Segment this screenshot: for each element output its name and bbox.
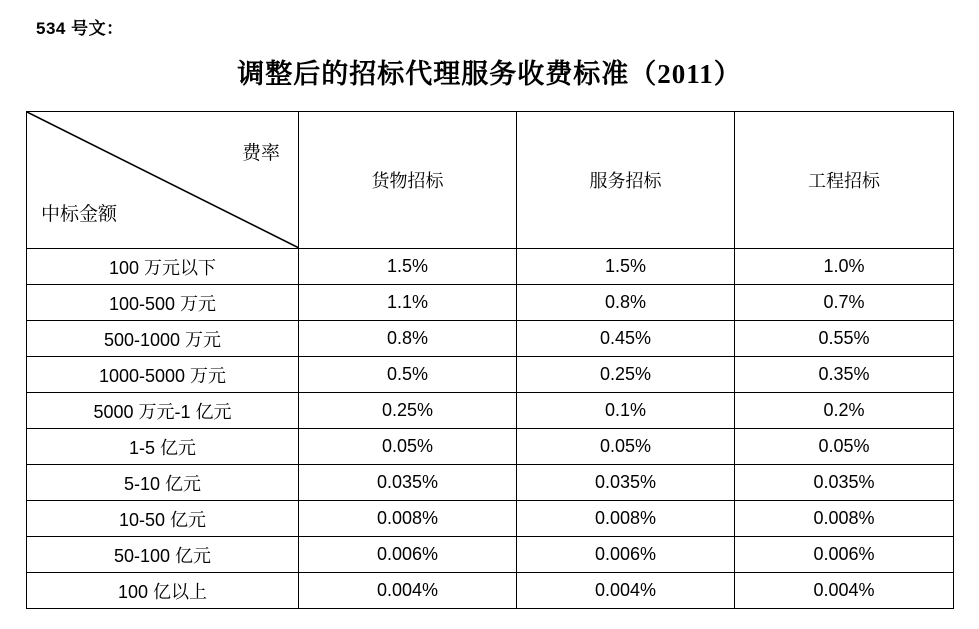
page-title: 调整后的招标代理服务收费标准（2011） xyxy=(237,59,742,89)
table-corner-cell xyxy=(27,112,299,249)
table-row xyxy=(27,573,954,609)
diagonal-divider-icon xyxy=(27,112,299,248)
row-label: 5-10 亿元 xyxy=(27,465,299,501)
cell-value: 0.008% xyxy=(735,501,954,537)
table-row xyxy=(27,393,954,429)
cell-value: 0.035% xyxy=(299,465,517,501)
cell-value: 0.5% xyxy=(299,357,517,393)
corner-rate-label: 费率 xyxy=(241,143,280,164)
column-header-goods: 货物招标 xyxy=(299,112,517,249)
cell-value: 0.05% xyxy=(735,429,954,465)
cell-value: 0.55% xyxy=(735,321,954,357)
table-row xyxy=(27,429,954,465)
row-label: 5000 万元-1 亿元 xyxy=(27,393,299,429)
cell-value: 0.2% xyxy=(735,393,954,429)
table-row xyxy=(27,357,954,393)
cell-value: 1.5% xyxy=(299,249,517,285)
cell-value: 0.004% xyxy=(517,573,735,609)
cell-value: 1.0% xyxy=(735,249,954,285)
table-row xyxy=(27,465,954,501)
row-label: 10-50 亿元 xyxy=(27,501,299,537)
cell-value: 0.004% xyxy=(735,573,954,609)
cell-value: 0.008% xyxy=(517,501,735,537)
cell-value: 0.35% xyxy=(735,357,954,393)
row-label: 1-5 亿元 xyxy=(27,429,299,465)
table-row xyxy=(27,501,954,537)
row-label: 100 万元以下 xyxy=(27,249,299,285)
cell-value: 0.006% xyxy=(517,537,735,573)
row-label: 1000-5000 万元 xyxy=(27,357,299,393)
cell-value: 0.25% xyxy=(299,393,517,429)
column-header-construction: 工程招标 xyxy=(735,112,954,249)
cell-value: 0.035% xyxy=(735,465,954,501)
cell-value: 0.006% xyxy=(299,537,517,573)
row-label: 100 亿以上 xyxy=(27,573,299,609)
cell-value: 0.008% xyxy=(299,501,517,537)
table-row xyxy=(27,249,954,285)
cell-value: 0.006% xyxy=(735,537,954,573)
table-row xyxy=(27,285,954,321)
cell-value: 0.25% xyxy=(517,357,735,393)
corner-amount-label: 中标金额 xyxy=(41,204,118,225)
document-reference-note: 534 号文： xyxy=(36,19,124,38)
table-row xyxy=(27,321,954,357)
cell-value: 0.8% xyxy=(517,285,735,321)
cell-value: 0.05% xyxy=(299,429,517,465)
cell-value: 1.1% xyxy=(299,285,517,321)
cell-value: 0.05% xyxy=(517,429,735,465)
table-row xyxy=(27,537,954,573)
table-header-row xyxy=(27,112,954,249)
cell-value: 0.45% xyxy=(517,321,735,357)
cell-value: 1.5% xyxy=(517,249,735,285)
cell-value: 0.7% xyxy=(735,285,954,321)
cell-value: 0.1% xyxy=(517,393,735,429)
row-label: 50-100 亿元 xyxy=(27,537,299,573)
row-label: 100-500 万元 xyxy=(27,285,299,321)
cell-value: 0.8% xyxy=(299,321,517,357)
fee-standard-table xyxy=(26,111,954,609)
cell-value: 0.004% xyxy=(299,573,517,609)
cell-value: 0.035% xyxy=(517,465,735,501)
column-header-service: 服务招标 xyxy=(517,112,735,249)
row-label: 500-1000 万元 xyxy=(27,321,299,357)
